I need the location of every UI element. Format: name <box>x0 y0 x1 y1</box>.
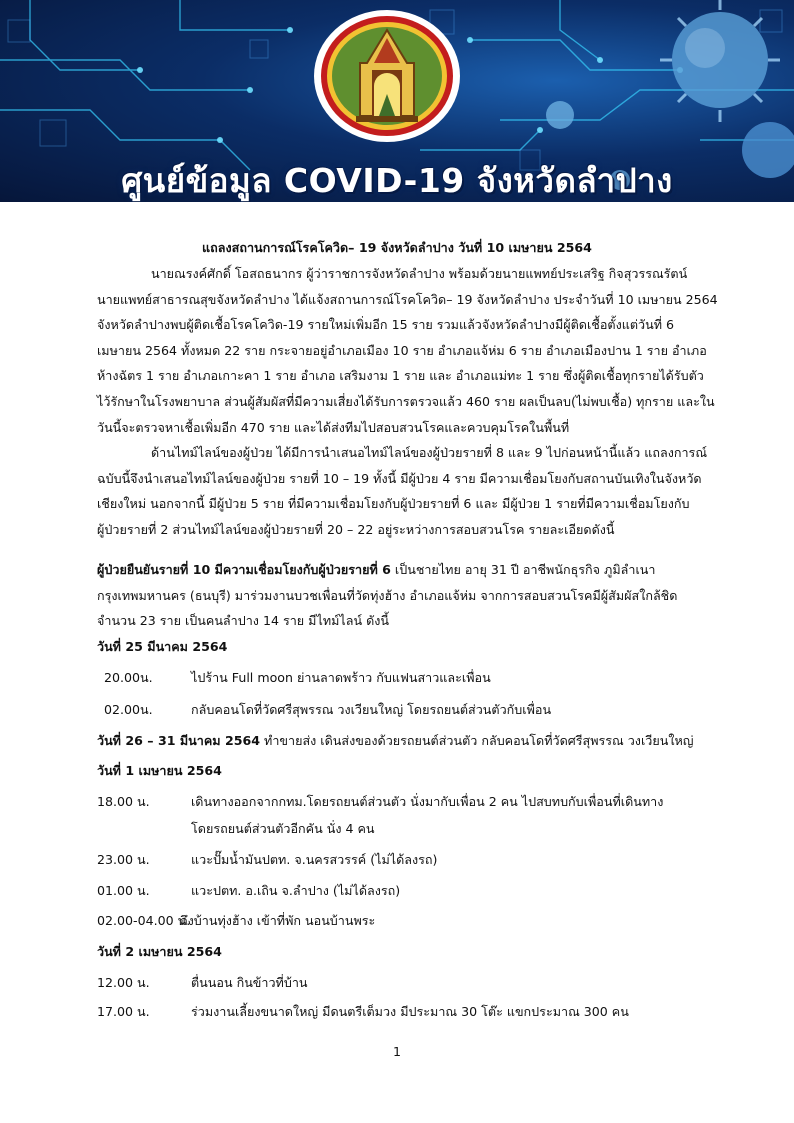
paragraph-line: ด้านไทม์ไลน์ของผู้ป่วย ได้มีการนำเสนอไทม์ไลน์ของผู้ป่วยรายที่ 8 และ 9 ไปก่อนหน้านี้แล้ว แถลงการณ์ <box>151 445 708 460</box>
day-heading: วันที่ 1 เมษายน 2564 <box>97 763 222 778</box>
document-body <box>0 202 794 1123</box>
banner-title: ศูนย์ข้อมูล COVID-19 จังหวัดลำปาง <box>121 161 673 200</box>
paragraph-line: ห้างฉัตร 1 ราย อำเภอเกาะคา 1 ราย อำเภอ เสริมงาม 1 ราย และ อำเภอแม่ทะ 1 ราย ซึ่งผู้ติดเชื้อทุกรายได้รับตัว <box>97 368 704 383</box>
paragraph-line: ผู้ป่วยรายที่ 2 ส่วนไทม์ไลน์ของผู้ป่วยรายที่ 20 – 22 อยู่ระหว่างการสอบสวนโรค รายละเอียดดังนี้ <box>97 522 615 537</box>
lampang-emblem-logo <box>312 8 462 144</box>
event-text: แวะปั๊มน้ำมันปตท. จ.นครสวรรค์ (ไม่ได้ลงรถ) <box>191 852 438 867</box>
event-text: กลับคอนโดที่วัดศรีสุพรรณ วงเวียนใหญ่ โดยรถยนต์ส่วนตัวกับเพื่อน <box>191 702 552 717</box>
event-time: 01.00 น. <box>97 883 150 898</box>
case-intro-line <box>97 558 655 581</box>
event-text: ตื่นนอน กินข้าวที่บ้าน <box>191 975 308 990</box>
day-line <box>97 729 694 752</box>
document-heading: แถลงสถานการณ์โรคโควิด– 19 จังหวัดลำปาง วันที่ 10 เมษายน 2564 <box>202 240 592 255</box>
case-line: กรุงเทพมหานคร (ธนบุรี) มาร่วมงานบวชเพื่อนที่วัดทุ่งฮ้าง อำเภอแจ้ห่ม จากการสอบสวนโรคมีผู้สัมผัสใกล้ชิด <box>97 588 678 603</box>
event-text: ร่วมงานเลี้ยงขนาดใหญ่ มีดนตรีเต็มวง มีประมาณ 30 โต๊ะ แขกประมาณ 300 คน <box>191 1004 629 1019</box>
event-time: 02.00-04.00 น. <box>97 913 191 928</box>
paragraph-line: ฉบับนี้จึงนำเสนอไทม์ไลน์ของผู้ป่วย รายที่ 10 – 19 ทั้งนี้ มีผู้ป่วย 4 ราย มีความเชื่อมโยงกับสถานบันเทิงในจังหวัด <box>97 471 702 486</box>
event-text-continued: โดยรถยนต์ส่วนตัวอีกคัน นั่ง 4 คน <box>191 821 375 836</box>
event-time: 23.00 น. <box>97 852 150 867</box>
day-heading: วันที่ 2 เมษายน 2564 <box>97 944 222 959</box>
case-heading: ผู้ป่วยยืนยันรายที่ 10 มีความเชื่อมโยงกับผู้ป่วยรายที่ 6 <box>97 562 391 577</box>
event-time: 02.00น. <box>104 702 153 717</box>
paragraph-line: เมษายน 2564 ทั้งหมด 22 ราย กระจายอยู่อำเภอเมือง 10 ราย อำเภอแจ้ห่ม 6 ราย อำเภอเมืองปาน 1 ราย อำเภอ <box>97 343 707 358</box>
day-note: ทำขายส่ง เดินส่งของด้วยรถยนต์ส่วนตัว กลับคอนโดที่วัดศรีสุพรรณ วงเวียนใหญ่ <box>260 733 694 748</box>
paragraph-line: ไว้รักษาในโรงพยาบาล ส่วนผู้สัมผัสที่มีความเสี่ยงได้รับการตรวจแล้ว 460 ราย ผลเป็นลบ(ไม่พบเชื้อ) ทุกราย และใน <box>97 394 715 409</box>
paragraph-line: เชียงใหม่ นอกจากนี้ มีผู้ป่วย 5 ราย ที่มีความเชื่อมโยงกับผู้ป่วยรายที่ 6 และ มีผู้ป่วย 1 รายที่มีความเชื่อมโยงกับ <box>97 496 690 511</box>
event-text: ไปร้าน Full moon ย่านลาดพร้าว กับแฟนสาวและเพื่อน <box>191 670 491 685</box>
event-time: 20.00น. <box>104 670 153 685</box>
paragraph-line: นายณรงค์ศักดิ์ โอสถธนากร ผู้ว่าราชการจังหวัดลำปาง พร้อมด้วยนายแพทย์ประเสริฐ กิจสุวรรณรัตน์ <box>151 266 688 281</box>
event-text: แวะปตท. อ.เถิน จ.ลำปาง (ไม่ได้ลงรถ) <box>191 883 401 898</box>
paragraph-line: นายแพทย์สาธารณสุขจังหวัดลำปาง ได้แจ้งสถานการณ์โรคโควิด– 19 จังหวัดลำปาง ประจำวันที่ 10 เมษายน 2564 <box>97 292 718 307</box>
page-number: 1 <box>392 1044 401 1059</box>
event-time: 18.00 น. <box>97 794 150 809</box>
event-time: 12.00 น. <box>97 975 150 990</box>
paragraph-line: จังหวัดลำปางพบผู้ติดเชื้อโรคโควิด-19 รายใหม่เพิ่มอีก 15 ราย รวมแล้วจังหวัดลำปางมีผู้ติดเชื้อตั้งแต่วันที่ 6 <box>97 317 675 332</box>
header-banner <box>0 0 794 202</box>
case-detail: เป็นชายไทย อายุ 31 ปี อาชีพนักธุรกิจ ภูมิลำเนา <box>390 562 656 577</box>
event-time: 17.00 น. <box>97 1004 150 1019</box>
event-text: เดินทางออกจากกทม.โดยรถยนต์ส่วนตัว นั่งมากับเพื่อน 2 คน ไปสบทบกับเพื่อนที่เดินทาง <box>191 794 664 809</box>
day-heading: วันที่ 26 – 31 มีนาคม 2564 <box>97 733 261 748</box>
event-text: ถึงบ้านทุ่งฮ้าง เข้าที่พัก นอนบ้านพระ <box>180 913 376 928</box>
case-line: จำนวน 23 ราย เป็นคนลำปาง 14 ราย มีไทม์ไลน์ ดังนี้ <box>97 613 390 628</box>
paragraph-line: วันนี้จะตรวจหาเชื้อเพิ่มอีก 470 ราย และได้ส่งทีมไปสอบสวนโรคและควบคุมโรคในพื้นที่ <box>97 420 570 435</box>
day-heading: วันที่ 25 มีนาคม 2564 <box>97 639 228 654</box>
